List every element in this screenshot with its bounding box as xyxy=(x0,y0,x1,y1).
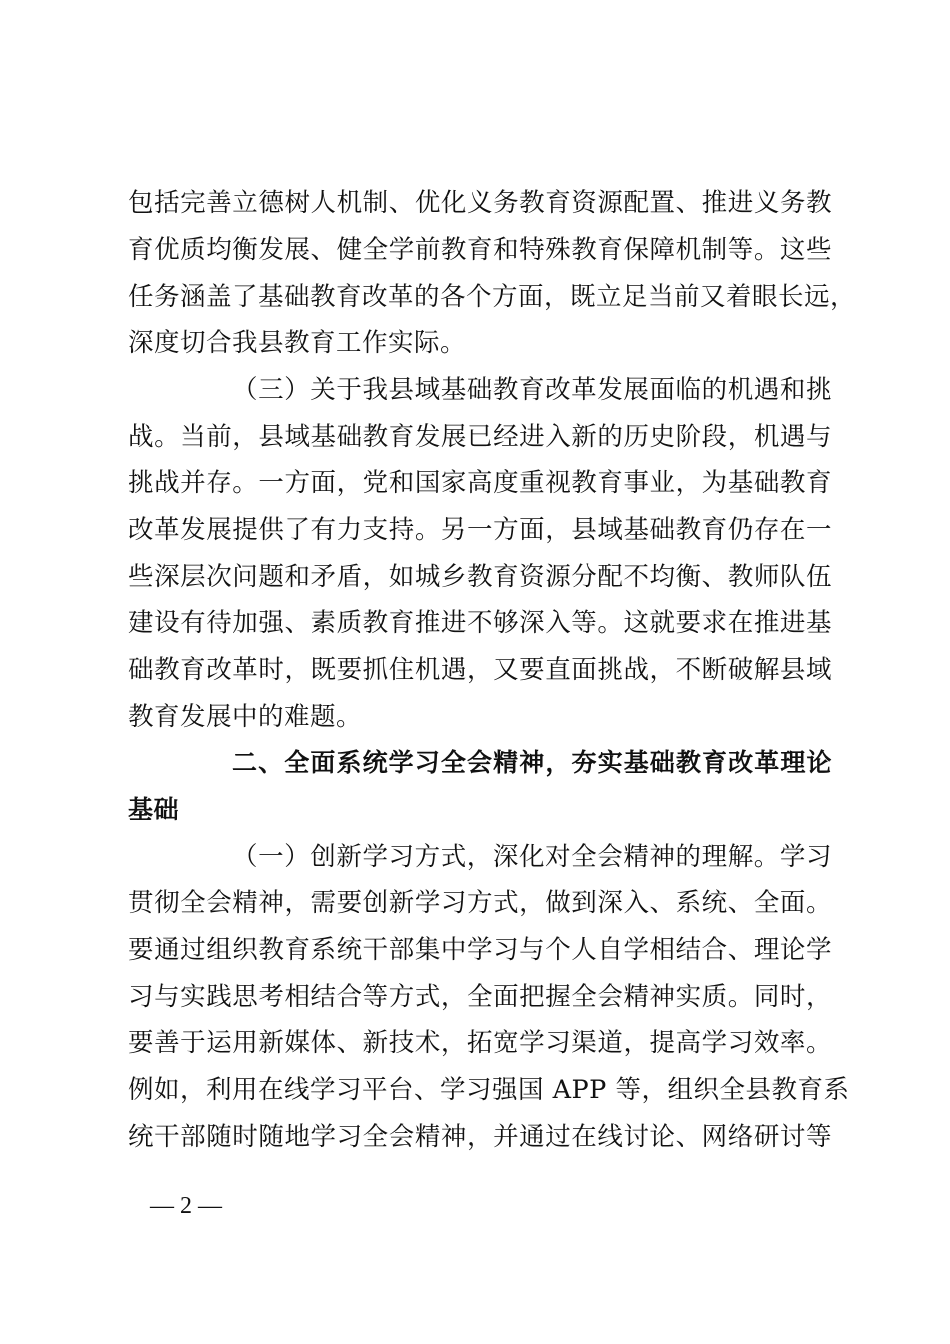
text-line: 习与实践思考相结合等方式，全面把握全会精神实质。同时， xyxy=(128,982,832,1012)
section-heading-line: 基础 xyxy=(128,795,180,824)
text-line: 建设有待加强、素质教育推进不够深入等。这就要求在推进基 xyxy=(128,608,832,638)
section-subheading-line: （一）创新学习方式，深化对全会精神的理解。学习 xyxy=(232,842,832,872)
text-line: 贯彻全会精神，需要创新学习方式，做到深入、系统、全面。 xyxy=(128,888,832,918)
text-line: 统干部随时随地学习全会精神，并通过在线讨论、网络研讨等 xyxy=(128,1122,832,1152)
text-line: 深度切合我县教育工作实际。 xyxy=(128,328,467,358)
text-line: 改革发展提供了有力支持。另一方面，县域基础教育仍存在一 xyxy=(128,515,832,545)
section-heading-line: 二、全面系统学习全会精神，夯实基础教育改革理论 xyxy=(232,748,832,777)
text-line: 育优质均衡发展、健全学前教育和特殊教育保障机制等。这些 xyxy=(128,235,832,265)
text-line: 战。当前，县域基础教育发展已经进入新的历史阶段，机遇与 xyxy=(128,422,832,452)
text-line: 教育发展中的难题。 xyxy=(128,702,363,732)
text-line: 要善于运用新媒体、新技术，拓宽学习渠道，提高学习效率。 xyxy=(128,1028,832,1058)
text-line: 些深层次问题和矛盾，如城乡教育资源分配不均衡、教师队伍 xyxy=(128,562,832,592)
text-line: 挑战并存。一方面，党和国家高度重视教育事业，为基础教育 xyxy=(128,468,832,498)
text-line: 例如，利用在线学习平台、学习强国 APP 等，组织全县教育系 xyxy=(128,1075,850,1105)
text-line: 础教育改革时，既要抓住机遇，又要直面挑战，不断破解县域 xyxy=(128,655,832,685)
page-number: — 2 — xyxy=(150,1193,222,1219)
text-line: 包括完善立德树人机制、优化义务教育资源配置、推进义务教 xyxy=(128,188,832,218)
text-line: 要通过组织教育系统干部集中学习与个人自学相结合、理论学 xyxy=(128,935,832,965)
text-line: 任务涵盖了基础教育改革的各个方面，既立足当前又着眼长远， xyxy=(128,282,857,312)
section-subheading-line: （三）关于我县域基础教育改革发展面临的机遇和挑 xyxy=(232,375,832,405)
